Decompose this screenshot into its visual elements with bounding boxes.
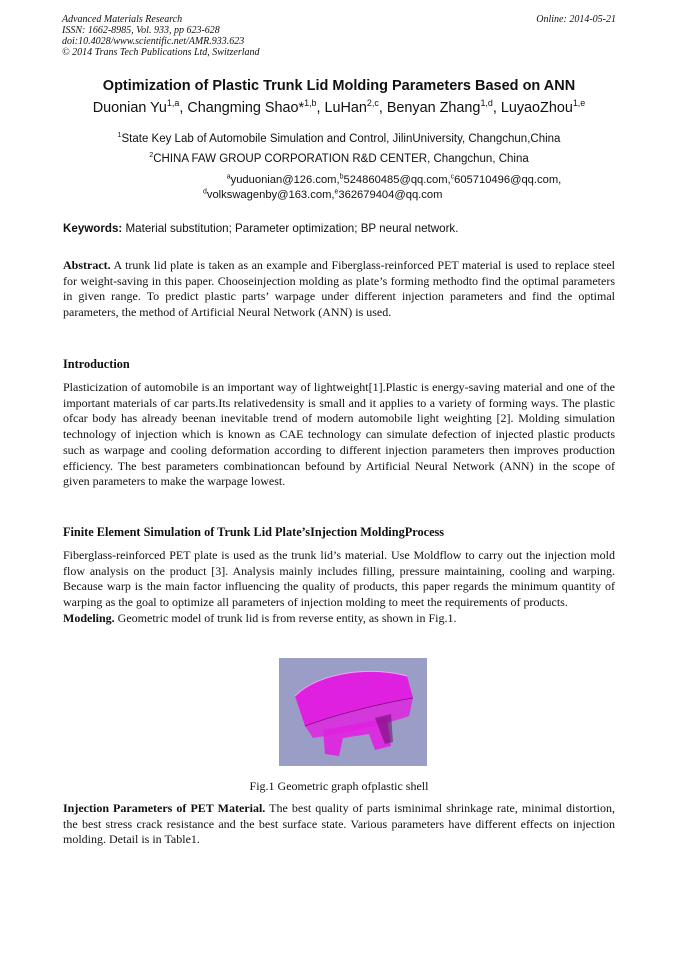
email-list [20, 173, 658, 203]
email-c: 605710496@qq.com, [454, 174, 562, 186]
email-sup: e [334, 188, 339, 196]
author-name: LuHan [324, 100, 367, 116]
introduction-text: Plasticization of automobile is an important way of lightweight[1].Plastic is energy-saving material and one of the important materials of car parts.Its relativedensity is small and it applies to a variety of forming ways. The plastic ofcar body has already beenan inevitable trend of modern automobile light weighting [2]. Molding simulation technology of injection which is known as CAE technology can simulate defection of injected plastic products such as warpage and cooling deformation according to different injection parameters then improves production efficiency. The best parameters combinationcan befound by Artificial Neural Network (ANN) in the scope of given parameters to make the warpage lowest. [63, 380, 615, 489]
affiliation-sup: 2 [149, 151, 154, 160]
paper-title: Optimization of Plastic Trunk Lid Molding Parameters Based on ANN [102, 78, 576, 94]
abstract [63, 258, 615, 321]
figure-1-trunk-lid [279, 658, 427, 766]
author-sup: 2,c [366, 98, 379, 109]
email-sup: d [203, 188, 207, 196]
journal-name: Advanced Materials Research [62, 14, 183, 25]
author-name: Duonian Yu [92, 100, 167, 116]
introduction-heading: Introduction [63, 357, 130, 371]
author-sup: 1,b [304, 98, 317, 109]
affiliation-sup: 1 [117, 131, 122, 140]
email-a: yuduonian@126.com, [230, 174, 340, 186]
author-sep: , [179, 100, 188, 116]
fe-section-heading: Finite Element Simulation of Trunk Lid Plate’sInjection MoldingProcess [63, 525, 445, 539]
email-b: 524860485@qq.com, [343, 174, 451, 186]
fe-section-body [63, 548, 615, 627]
keywords [63, 222, 615, 235]
author-sup: 1,a [166, 98, 180, 109]
trunk-lid-graphic [279, 658, 427, 766]
email-sup: a [226, 173, 231, 181]
injection-text: The best quality of parts isminimal shrinkage rate, minimal distortion, the best stress crack resistance and the best surface state. Various parameters have different effects on injection molding. Detail is in Table1. [63, 801, 615, 847]
email-line-1 [20, 173, 658, 188]
fe-section-text: Fiberglass-reinforced PET plate is used as the trunk lid’s material. Use Moldflow to carry out the injection mold flow analysis on the product [3]. Analysis mainly includes filling, pressure maintaining, cooling and warping. Because warp is the main factor influencing the quality of products, this paper regards the minimum quantity of warping as the goal to optimize all parameters of injection molding to meet the requirements of products. [63, 548, 615, 610]
author-name: Changming Shao* [187, 100, 305, 116]
author-sup: 1,e [572, 98, 586, 109]
author-name: LuyaoZhou [500, 100, 573, 116]
author-sep: , [378, 100, 387, 116]
journal-header [62, 14, 616, 58]
online-date: Online: 2014-05-21 [536, 14, 616, 25]
affiliation-text: CHINA FAW GROUP CORPORATION R&D CENTER, Changchun, China [153, 153, 529, 165]
email-sup: b [339, 173, 344, 181]
author-sup: 1,d [480, 98, 493, 109]
doi-line: doi:10.4028/www.scientific.net/AMR.933.623 [62, 36, 245, 47]
author-sep: , [492, 100, 501, 116]
copyright-line: © 2014 Trans Tech Publications Ltd, Switzerland [62, 47, 260, 58]
affiliation-2 [20, 153, 658, 165]
affiliation-text: State Key Lab of Automobile Simulation and Control, JilinUniversity, Changchun,China [121, 133, 561, 145]
abstract-text: A trunk lid plate is taken as an example and Fiberglass-reinforced PET material is used to replace steel for weight-saving in this paper. Chooseinjection molding as plate’s forming methodto find the optimal parameters in given range. To predict plastic parts’ warpage under different injection parameters and find the optimal parameters, the method of Artificial Neural Network (ANN) is used. [63, 258, 615, 320]
injection-parameters [63, 801, 615, 848]
email-d: volkswagenby@163.com, [206, 189, 335, 201]
author-name: Benyan Zhang [386, 100, 481, 116]
author-sep: , [316, 100, 325, 116]
email-sup: c [450, 173, 455, 181]
injection-label: Injection Parameters of PET Material. [63, 801, 266, 815]
issn-line: ISSN: 1662-8985, Vol. 933, pp 623-628 [62, 25, 220, 36]
email-line-2 [20, 188, 658, 203]
modeling-label: Modeling. [63, 610, 115, 625]
keywords-label: Keywords: [63, 222, 123, 235]
figure-1-caption: Fig.1 Geometric graph ofplastic shell [249, 779, 429, 793]
keywords-text: Material substitution; Parameter optimization; BP neural network. [122, 222, 459, 235]
abstract-label: Abstract. [63, 258, 111, 272]
modeling-text: Geometric model of trunk lid is from reverse entity, as shown in Fig.1. [114, 610, 457, 625]
affiliation-1 [20, 133, 658, 145]
author-list [20, 100, 658, 116]
email-e: 362679404@qq.com [338, 189, 443, 201]
